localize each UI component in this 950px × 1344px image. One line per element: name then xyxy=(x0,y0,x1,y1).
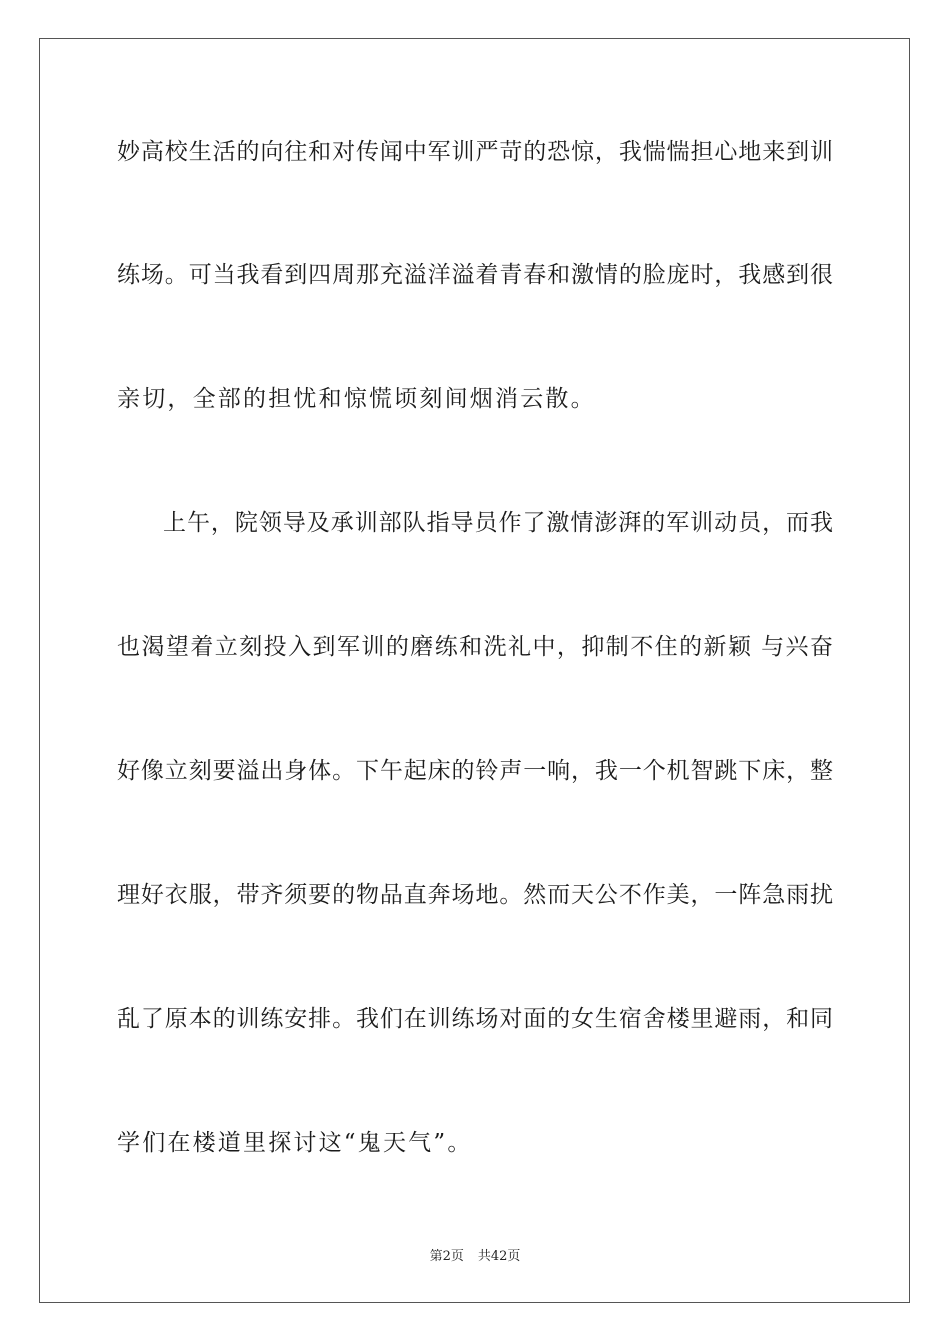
paragraph-line: 妙高校生活的向往和对传闻中军训严苛的恐惊，我惴惴担心地来到训 xyxy=(117,139,833,165)
page-number: 第2页 xyxy=(429,1249,464,1264)
paragraph-line: 亲切，全部的担忧和惊慌顷刻间烟消云散。 xyxy=(117,386,596,412)
paragraph-line: 好像立刻要溢出身体。下午起床的铃声一响，我一个机智跳下床，整 xyxy=(117,758,833,784)
paragraph-line: 上午，院领导及承训部队指导员作了激情澎湃的军训动员，而我 xyxy=(163,510,833,536)
paragraph-line: 也渴望着立刻投入到军训的磨练和洗礼中，抑制不住的新颖 与兴奋 xyxy=(117,634,833,660)
paragraph-line: 乱了原本的训练安排。我们在训练场对面的女生宿舍楼里避雨，和同 xyxy=(117,1006,833,1032)
page-border xyxy=(39,38,910,1303)
paragraph-line: 练场。可当我看到四周那充溢洋溢着青春和激情的脸庞时，我感到很 xyxy=(117,262,833,288)
total-pages: 共42页 xyxy=(477,1249,521,1264)
paragraph-line: 学们在楼道里探讨这“鬼天气”。 xyxy=(117,1130,473,1156)
page-footer xyxy=(0,1248,950,1266)
paragraph-line: 理好衣服，带齐须要的物品直奔场地。然而天公不作美，一阵急雨扰 xyxy=(117,882,833,908)
